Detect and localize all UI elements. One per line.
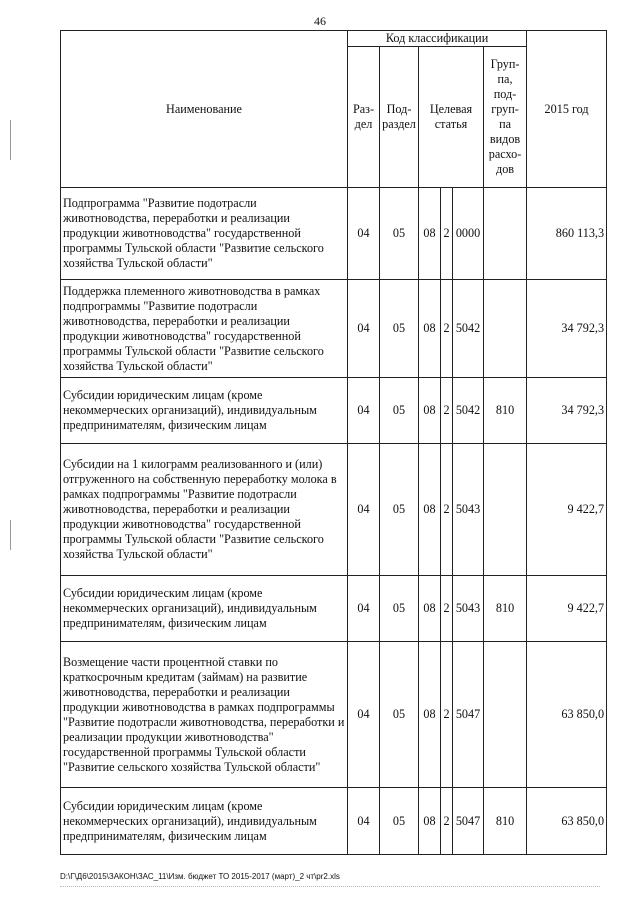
header-classification: Код классификации: [348, 31, 527, 47]
header-target: Целевая статья: [419, 47, 484, 188]
row-target-subprogram: 2: [441, 642, 453, 788]
footer-file-path: D:\Г\Д6\2015\ЗАКОН\ЗАС_11\Изм. бюджет ТО 2015-2017 (март)_2 чт\pr2.xls: [60, 872, 340, 881]
footer-divider: [60, 886, 600, 889]
row-target-program: 08: [419, 188, 441, 280]
row-group: [484, 188, 527, 280]
row-name: Субсидии юридическим лицам (кроме некоммерческих организаций), индивидуальным предпринимателям, физическим лицам: [61, 576, 348, 642]
row-target-subprogram: 2: [441, 576, 453, 642]
row-name: Поддержка племенного животноводства в рамках подпрограммы "Развитие подотрасли животноводства, переработки и реализации продукции животноводства" государственной программы Тульской области "Развитие сельского хозяйства Тульской области": [61, 280, 348, 378]
row-podrazdel: 05: [380, 444, 419, 576]
row-razdel: 04: [348, 642, 380, 788]
row-target-direction: 5043: [453, 576, 484, 642]
row-target-program: 08: [419, 280, 441, 378]
row-podrazdel: 05: [380, 788, 419, 855]
table-row: [61, 788, 607, 855]
row-target-program: 08: [419, 576, 441, 642]
row-amount: 63 850,0: [527, 642, 607, 788]
header-podrazdel: Под- раздел: [380, 47, 419, 188]
row-podrazdel: 05: [380, 642, 419, 788]
row-group: 810: [484, 378, 527, 444]
row-target-program: 08: [419, 444, 441, 576]
row-razdel: 04: [348, 188, 380, 280]
header-row-top: [61, 31, 607, 47]
table-row: [61, 642, 607, 788]
table-row: [61, 280, 607, 378]
row-target-subprogram: 2: [441, 788, 453, 855]
row-name: Подпрограмма "Развитие подотрасли животноводства, переработки и реализации продукции животноводства" государственной программы Тульской области "Развитие сельского хозяйства Тульской области": [61, 188, 348, 280]
row-razdel: 04: [348, 378, 380, 444]
row-group: [484, 280, 527, 378]
row-target-program: 08: [419, 642, 441, 788]
row-amount: 63 850,0: [527, 788, 607, 855]
row-group: 810: [484, 576, 527, 642]
row-razdel: 04: [348, 280, 380, 378]
row-podrazdel: 05: [380, 378, 419, 444]
row-podrazdel: 05: [380, 576, 419, 642]
row-target-direction: 5042: [453, 378, 484, 444]
row-target-program: 08: [419, 788, 441, 855]
row-target-direction: 5042: [453, 280, 484, 378]
row-podrazdel: 05: [380, 188, 419, 280]
row-amount: 9 422,7: [527, 444, 607, 576]
row-target-direction: 5047: [453, 642, 484, 788]
row-group: [484, 642, 527, 788]
row-target-subprogram: 2: [441, 444, 453, 576]
row-target-direction: 0000: [453, 188, 484, 280]
header-name: Наименование: [61, 31, 348, 188]
row-name: Субсидии юридическим лицам (кроме некоммерческих организаций), индивидуальным предпринимателям, физическим лицам: [61, 378, 348, 444]
row-target-direction: 5047: [453, 788, 484, 855]
row-amount: 860 113,3: [527, 188, 607, 280]
header-razdel: Раз- дел: [348, 47, 380, 188]
row-amount: 34 792,3: [527, 378, 607, 444]
scan-margin-mark: [10, 520, 11, 550]
row-group: 810: [484, 788, 527, 855]
scan-margin-mark: [10, 120, 11, 160]
row-razdel: 04: [348, 576, 380, 642]
header-year: 2015 год: [527, 31, 607, 188]
row-name: Субсидии юридическим лицам (кроме некоммерческих организаций), индивидуальным предпринимателям, физическим лицам: [61, 788, 348, 855]
row-name: Возмещение части процентной ставки по краткосрочным кредитам (займам) на развитие животноводства, переработки и реализации продукции животноводства в рамках подпрограммы "Развитие подотрасли животноводства, переработки и реализации продукции животноводства" государственной программы Тульской области "Развитие сельского хозяйства Тульской области": [61, 642, 348, 788]
row-razdel: 04: [348, 444, 380, 576]
header-group: Груп- па, под- груп- па видов расхо- дов: [484, 47, 527, 188]
row-group: [484, 444, 527, 576]
row-target-subprogram: 2: [441, 188, 453, 280]
table-row: [61, 444, 607, 576]
row-amount: 9 422,7: [527, 576, 607, 642]
table-row: [61, 378, 607, 444]
page-number: 46: [314, 14, 326, 28]
row-target-program: 08: [419, 378, 441, 444]
row-target-subprogram: 2: [441, 378, 453, 444]
table-row: [61, 576, 607, 642]
budget-table: [60, 30, 607, 855]
row-razdel: 04: [348, 788, 380, 855]
row-amount: 34 792,3: [527, 280, 607, 378]
row-name: Субсидии на 1 килограмм реализованного и (или) отгруженного на собственную переработку молока в рамках подпрограммы "Развитие подотрасли животноводства, переработки и реализации продукции животноводства" государственной программы Тульской области "Развитие сельского хозяйства Тульской области": [61, 444, 348, 576]
row-podrazdel: 05: [380, 280, 419, 378]
row-target-subprogram: 2: [441, 280, 453, 378]
row-target-direction: 5043: [453, 444, 484, 576]
table-row: [61, 188, 607, 280]
